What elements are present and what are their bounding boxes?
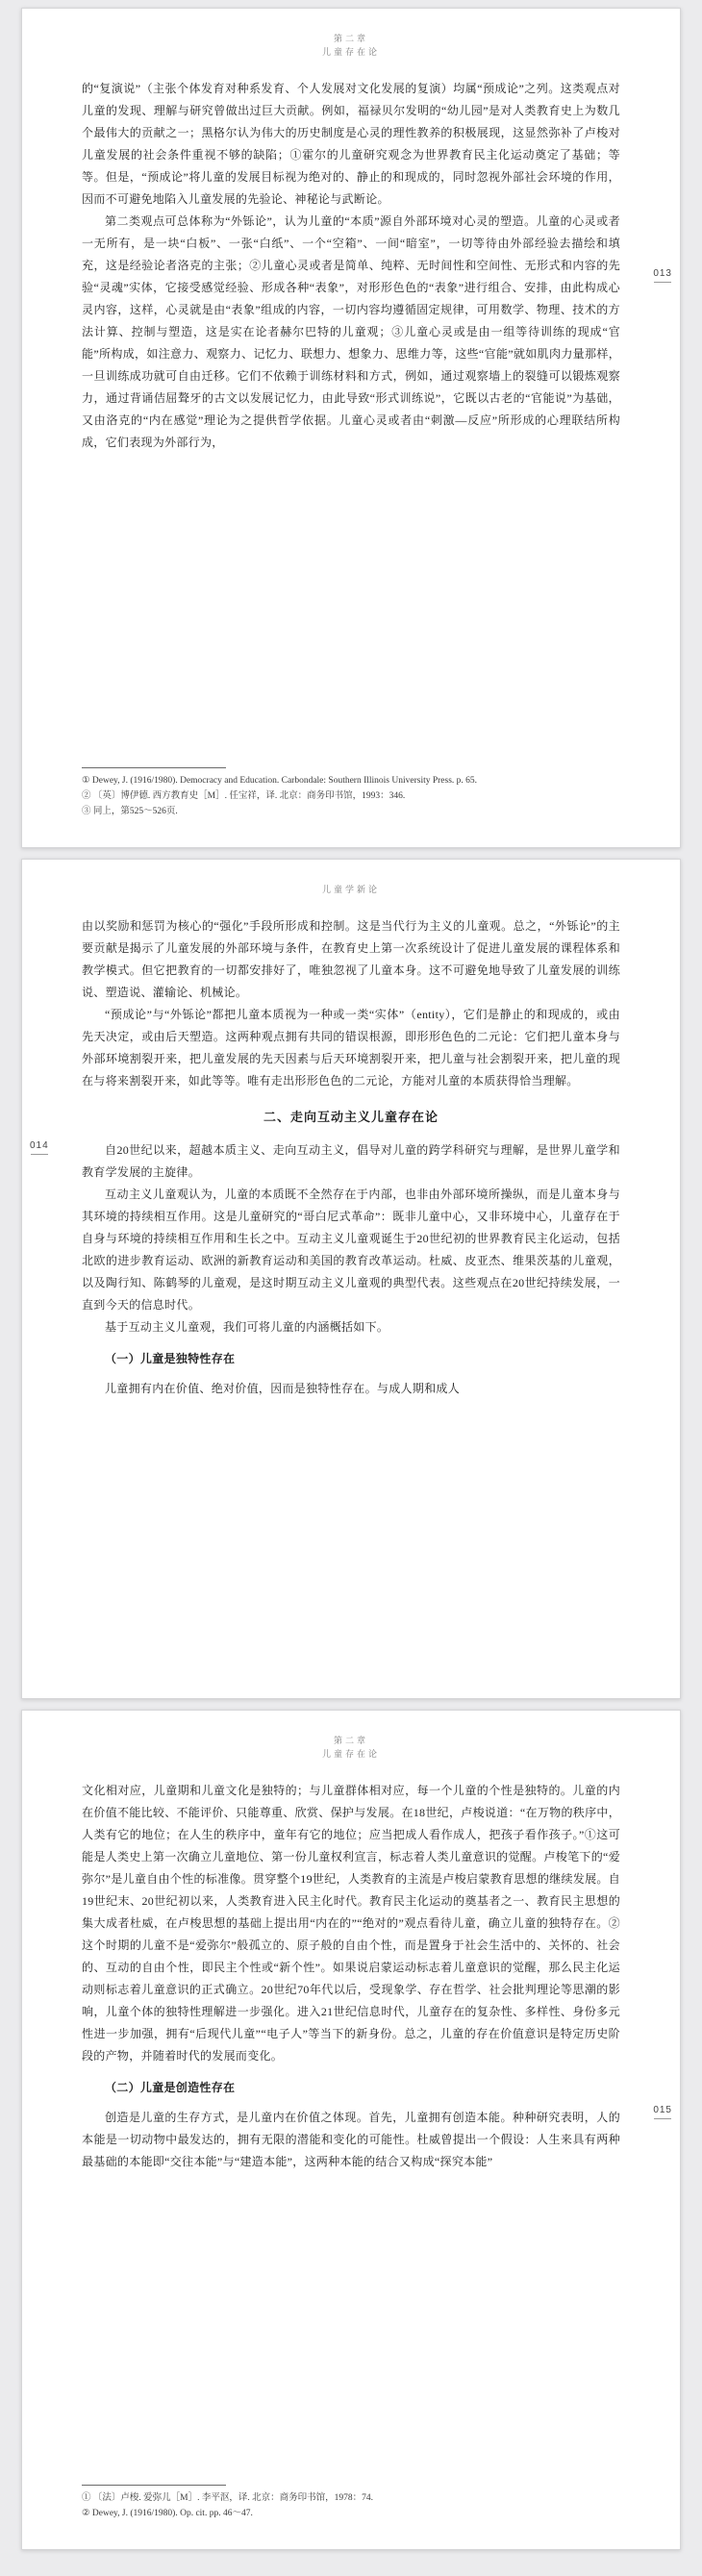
- running-header-title: 儿童存在论: [321, 1749, 380, 1759]
- page-number: 014: [30, 1140, 49, 1151]
- page-number: 015: [653, 2105, 672, 2115]
- footnote: ② Dewey, J. (1916/1980). Op. cit. pp. 46～47.: [82, 2509, 253, 2518]
- running-header-chapter: 第二章: [333, 1736, 368, 1745]
- page-number: 013: [653, 268, 672, 279]
- book-page-015: [21, 1710, 681, 2550]
- footnote: ② 〔英〕博伊德. 西方教育史［M］. 任宝祥，译. 北京：商务印书馆，1993：346.: [82, 791, 406, 801]
- paragraph: 互动主义儿童观认为，儿童的本质既不全然存在于内部，也非由外部环境所操纵，而是儿童本身与其环境的持续相互作用。这是儿童研究的“哥白尼式革命”：既非儿童中心，又非环境中心，儿童存在于自身与环境的持续相互作用和生长之中。互动主义儿童观诞生于20世纪初的世界教育民主化运动，包括北欧的进步教育运动、欧洲的新教育运动和美国的教育改革运动。杜威、皮亚杰、维果茨基的儿童观，以及陶行知、陈鹤琴的儿童观，是这时期互动主义儿童观的典型代表。这些观点在20世纪持续发展，一直到今天的信息时代。: [82, 1188, 620, 1312]
- page-number-marker: [653, 268, 672, 283]
- running-header: [82, 32, 620, 59]
- footnotes: [82, 2485, 620, 2522]
- footnote: ① Dewey, J. (1916/1980). Democracy and Education. Carbondale: Southern Illinois University Press. p. 65.: [82, 776, 478, 786]
- running-header: [82, 1734, 620, 1761]
- paragraph: 第二类观点可总体称为“外铄论”，认为儿童的“本质”源自外部环境对心灵的塑造。儿童的心灵或者一无所有，是一块“白板”、一张“白纸”、一个“空箱”、一间“暗室”，一切等待由外部经验去描绘和填充，这是经验论者洛克的主张；②儿童心灵或者是简单、纯粹、无时间性和空间性、无形式和内容的先验“灵魂”实体，它接受感觉经验、形成各种“表象”，对形形色色的“表象”进行组合、安排，由此构成心灵内容，这样，心灵就是由“表象”组成的内容，一切内容均遵循固定规律，可用数学、物理、技术的方法计算、控制与塑造，这是实在论者赫尔巴特的儿童观；③儿童心灵或是由一组等待训练的现成“官能”所构成，如注意力、观察力、记忆力、联想力、想象力、思维力等，这些“官能”就如肌肉力量那样，一旦训练成功就可自由迁移。它们不依赖于训练材料和方式，例如，通过观察墙上的裂缝可以锻炼观察力，通过背诵佶屈聱牙的古文以发展记忆力，由此导致“形式训练说”，它既以古老的“官能说”为基础，又由洛克的“内在感觉”理论为之提供哲学依据。儿童心灵或者由“刺激—反应”所形成的心理联结所构成，它们表现为外部行为，: [82, 214, 620, 449]
- running-header-chapter: 第二章: [333, 34, 368, 43]
- book-page-014: [21, 859, 681, 1699]
- subsection-heading: （二）儿童是创造性存在: [105, 2081, 236, 2094]
- page-body: [82, 1780, 620, 2173]
- paragraph: 自20世纪以来，超越本质主义、走向互动主义，倡导对儿童的跨学科研究与理解，是世界儿童学和教育学发展的主旋律。: [82, 1143, 620, 1179]
- marker-line: [654, 282, 671, 283]
- paragraph: 由以奖励和惩罚为核心的“强化”手段所形成和控制。这是当代行为主义的儿童观。总之，“外铄论”的主要贡献是揭示了儿童发展的外部环境与条件，在教育史上第一次系统设计了促进儿童发展的课程体系和教学模式。但它把教育的一切都安排好了，唯独忽视了儿童本身。这不可避免地导致了儿童发展的训练说、塑造说、灌输论、机械论。: [82, 919, 620, 999]
- paragraph: 文化相对应，儿童期和儿童文化是独特的；与儿童群体相对应，每一个儿童的个性是独特的。儿童的内在价值不能比较、不能评价、只能尊重、欣赏、保护与发展。在18世纪，卢梭说道：“在万物的秩序中，人类有它的地位；在人生的秩序中，童年有它的地位；应当把成人看作成人，把孩子看作孩子。”①这可能是人类史上第一次确立儿童地位、第一份儿童权利宣言，标志着人类儿童意识的觉醒。卢梭笔下的“爱弥尔”是儿童自由个性的标准像。贯穿整个19世纪，人类教育的主流是卢梭启蒙教育思想的继续发展。自19世纪末、20世纪初以来，人类教育进入民主化时代。教育民主化运动的奠基者之一、教育民主思想的集大成者杜威，在卢梭思想的基础上提出用“内在的”“绝对的”观点看待儿童，确立儿童的独特存在。②这个时期的儿童不是“爱弥尔”般孤立的、原子般的自由个性，而是置身于社会生活中的、关怀的、社会的、互动的自由个性，即民主个性或“新个性”。如果说启蒙运动标志着儿童意识的觉醒，那么民主化运动则标志着儿童意识的正式确立。20世纪70年代以后，受现象学、存在哲学、社会批判理论等思潮的影响，儿童个体的独特性理解进一步强化。进入21世纪信息时代，儿童存在的复杂性、多样性、身份多元性进一步加强，拥有“后现代儿童”“电子人”等当下的新身份。总之，儿童的存在价值意识是特定历史阶段的产物，并随着时代的发展而变化。: [82, 1784, 620, 2063]
- footnote-divider: [82, 2485, 226, 2486]
- page-number-marker: [653, 2105, 672, 2119]
- marker-line: [31, 1154, 48, 1155]
- paragraph: 的“复演说”（主张个体发育对种系发育、个人发展对文化发展的复演）均属“预成论”之列。这类观点对儿童的发现、理解与研究曾做出过巨大贡献。例如，福禄贝尔发明的“幼儿园”是对人类教育史上为数几个最伟大的贡献之一；黑格尔认为伟大的历史制度是心灵的理性教养的积极展现，这显然弥补了卢梭对儿童发展的社会条件重视不够的缺陷；①霍尔的儿童研究观念为世界教育民主化运动奠定了基础；等等。但是，“预成论”将儿童的发展目标视为绝对的、静止的和现成的，同时忽视外部社会环境的作用，因而不可避免地陷入儿童发展的先验论、神秘论与武断论。: [82, 82, 620, 206]
- section-heading: 二、走向互动主义儿童存在论: [263, 1110, 439, 1124]
- paragraph: 创造是儿童的生存方式，是儿童内在价值之体现。首先，儿童拥有创造本能。种种研究表明，人的本能是一切动物中最发达的，拥有无限的潜能和变化的可能性。杜威曾提出一个假设：人生来具有两种最基础的本能即“交往本能”与“建造本能”，这两种本能的结合又构成“探究本能”: [82, 2111, 620, 2168]
- running-header-book-title: 儿童学新论: [321, 885, 380, 894]
- paragraph: 基于互动主义儿童观，我们可将儿童的内涵概括如下。: [105, 1320, 389, 1334]
- page-body: [82, 915, 620, 1400]
- paragraph: 儿童拥有内在价值、绝对价值，因而是独特性存在。与成人期和成人: [105, 1382, 461, 1395]
- paragraph: “预成论”与“外铄论”都把儿童本质视为一种或一类“实体”（entity），它们是静止的和现成的，或由先天决定，或由后天塑造。这两种观点拥有共同的错误根源，即形形色色的二元论：它们把儿童本身与外部环境割裂开来，把儿童发展的先天因素与后天环境割裂开来，把儿童与社会割裂开来，把儿童的现在与将来割裂开来，如此等等。唯有走出形形色色的二元论，方能对儿童的本质获得恰当理解。: [82, 1008, 620, 1088]
- subsection-heading: （一）儿童是独特性存在: [105, 1352, 236, 1365]
- footnote-divider: [82, 767, 226, 768]
- footnote: ① 〔法〕卢梭. 爱弥儿［M］. 李平沤，译. 北京：商务印书馆，1978：74.: [82, 2493, 373, 2503]
- page-number-marker: [30, 1140, 49, 1155]
- footnote: ③ 同上，第525～526页.: [82, 807, 178, 816]
- footnotes: [82, 767, 620, 820]
- running-header: [82, 883, 620, 896]
- marker-line: [654, 2118, 671, 2119]
- book-page-013: [21, 8, 681, 848]
- running-header-title: 儿童存在论: [321, 47, 380, 57]
- page-body: [82, 78, 620, 454]
